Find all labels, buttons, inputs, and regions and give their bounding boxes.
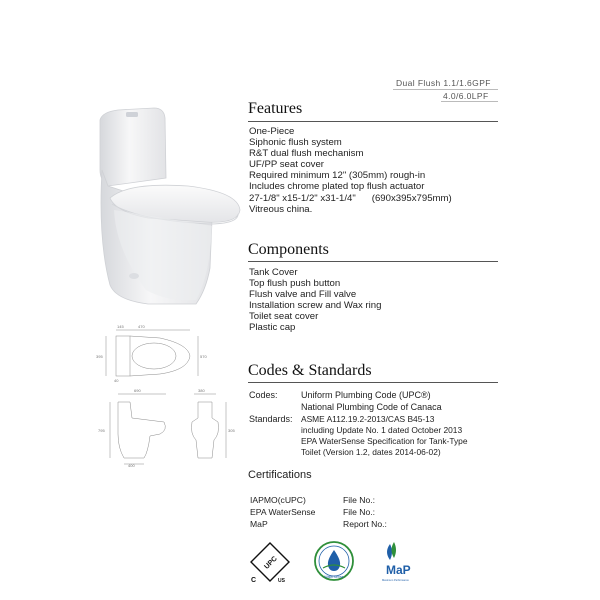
flush-divider (393, 89, 498, 90)
standards-line: Toilet (Version 1.2, dates 2014-06-02) (301, 447, 441, 457)
cert-name: IAPMO(cUPC) (250, 495, 306, 505)
feature-item-dimensions (249, 193, 452, 204)
component-item: Flush valve and Fill valve (249, 289, 357, 301)
watersense-logo-text: WaterSense (324, 575, 344, 579)
map-logo-subtext: Maximum Performance (382, 579, 409, 582)
component-item: Tank Cover (249, 267, 298, 278)
codes-line-2: National Plumbing Code of Canaca (301, 402, 442, 412)
dim-label-380: 380 (198, 388, 205, 393)
upc-logo-icon (248, 540, 292, 584)
components-heading: Components (248, 241, 329, 258)
technical-drawings (88, 322, 248, 467)
dimensions-inches: 27-1/8" x15-1/2" x31-1/4" (249, 192, 356, 204)
dim-label-570: 570 (200, 354, 207, 359)
component-item: Toilet seat cover (249, 311, 319, 323)
codes-line-1: Uniform Plumbing Code (UPC®) (301, 390, 431, 400)
upc-logo-us: US (278, 578, 285, 584)
feature-item: Includes chrome plated top flush actuator (249, 181, 425, 193)
dim-label-795: 795 (98, 428, 105, 433)
watersense-logo-icon (313, 540, 355, 582)
standards-line: EPA WaterSense Specification for Tank-Type (301, 436, 468, 446)
codes-rule (248, 382, 498, 383)
features-list (249, 126, 452, 215)
cert-file-label: File No.: (343, 507, 375, 517)
standards-label: Standards: (249, 414, 293, 424)
feature-item: UF/PP seat cover (249, 159, 325, 171)
upc-logo-text: UPC (263, 555, 279, 571)
flush-rating-lpf: 4.0/6.0LPF (443, 91, 489, 101)
cert-name: EPA WaterSense (250, 507, 316, 517)
codes-label: Codes: (249, 390, 278, 400)
standards-line: ASME A112.19.2-2013/CAS B45-13 (301, 414, 435, 424)
upc-logo-c: C (251, 577, 257, 584)
standards-line: including Update No. 1 dated October 2013 (301, 425, 463, 435)
cert-report-label: Report No.: (343, 519, 387, 529)
component-item: Installation screw and Wax ring (249, 300, 382, 312)
toilet-product-image (88, 100, 248, 325)
component-item: Plastic cap (249, 322, 296, 334)
cert-name: MaP (250, 519, 268, 529)
map-logo-text: MaP (386, 563, 411, 577)
components-rule (248, 261, 498, 262)
flush-rating-gpf: Dual Flush 1.1/1.6GPF (396, 78, 491, 88)
map-logo-icon (380, 540, 420, 584)
feature-item: One-Piece (249, 126, 295, 137)
dim-label-395: 395 (96, 354, 103, 359)
features-rule (248, 121, 498, 122)
feature-item: Required minimum 12" (305mm) rough-in (249, 170, 426, 182)
dim-label-145: 145 (117, 324, 124, 329)
dim-label-40: 40 (114, 378, 119, 383)
dimensions-mm: (690x395x795mm) (371, 192, 452, 204)
dim-label-305: 305 (228, 428, 235, 433)
flush-divider-2 (441, 101, 498, 102)
cert-file-label: File No.: (343, 495, 375, 505)
dim-label-400: 400 (128, 463, 135, 467)
dim-label-690: 690 (134, 388, 141, 393)
components-list (249, 267, 381, 334)
features-heading: Features (248, 100, 303, 117)
dim-label-470: 470 (138, 324, 145, 329)
component-item: Top flush push button (249, 278, 341, 290)
feature-item: Siphonic flush system (249, 137, 342, 149)
codes-heading: Codes & Standards (248, 362, 372, 379)
feature-item: R&T dual flush mechanism (249, 148, 364, 160)
feature-item: Vitreous china. (249, 203, 313, 215)
certifications-heading: Certifications (248, 469, 312, 481)
